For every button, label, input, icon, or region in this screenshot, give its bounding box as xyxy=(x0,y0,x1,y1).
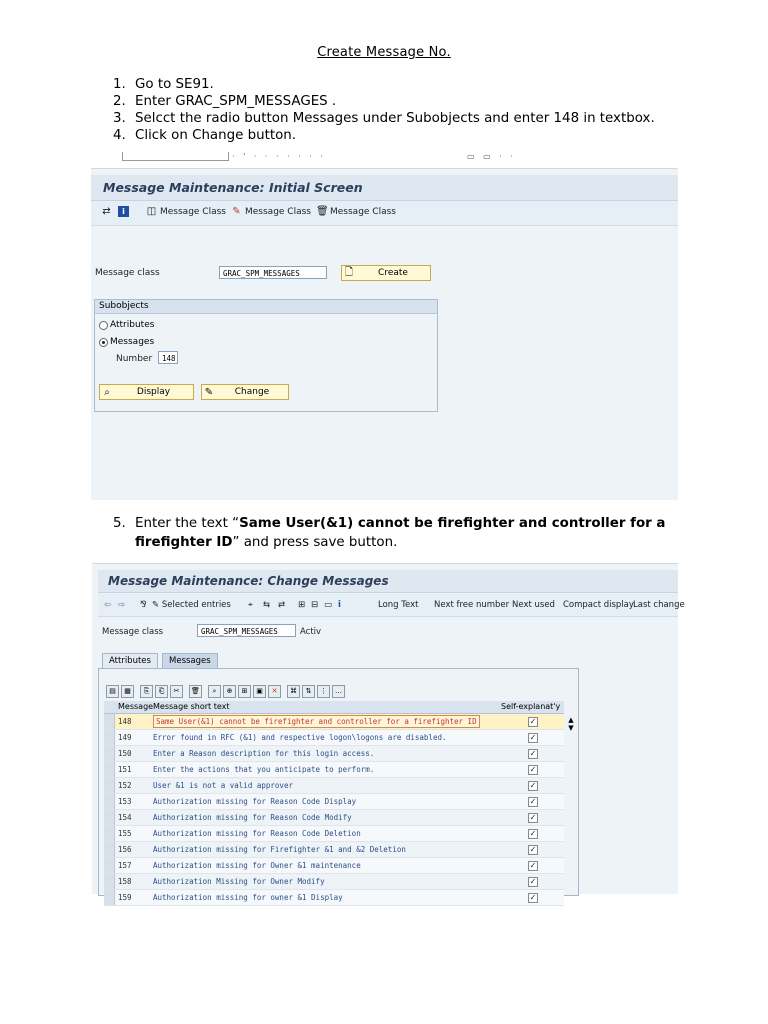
radio-label: Attributes xyxy=(110,320,155,330)
new-document-icon: 🗋 xyxy=(344,266,354,278)
row-selector[interactable] xyxy=(104,874,115,889)
table-toolbar xyxy=(106,685,345,699)
document-title: Create Message No. xyxy=(317,45,451,60)
radio-circle xyxy=(99,321,108,330)
message-class-input[interactable]: GRAC_SPM_MESSAGES xyxy=(219,266,327,279)
change-icon: ✎ xyxy=(232,206,241,217)
self-explanatory-checkbox[interactable]: ✓ xyxy=(529,861,537,870)
next-used-button[interactable]: Next used xyxy=(512,600,555,610)
subobjects-group xyxy=(94,299,438,412)
back-arrow-icon[interactable]: ⇦ xyxy=(104,600,112,610)
more-icon[interactable]: … xyxy=(332,685,345,698)
layout-icon[interactable]: ⊟ xyxy=(311,600,319,610)
row-selector[interactable] xyxy=(104,858,115,873)
table-row[interactable] xyxy=(104,858,564,874)
status-label: Activ xyxy=(300,627,322,637)
toolbar-label: Message Class xyxy=(330,206,396,217)
copy-icon[interactable]: ⎘ xyxy=(140,685,153,698)
attributes-radio[interactable] xyxy=(99,320,154,330)
table-row[interactable] xyxy=(104,842,564,858)
table-row[interactable] xyxy=(104,714,564,730)
next-free-number-button[interactable]: Next free number xyxy=(434,600,510,610)
step-item xyxy=(113,110,655,127)
message-number: 155 xyxy=(118,829,132,838)
table-row[interactable] xyxy=(104,746,564,762)
message-number: 156 xyxy=(118,845,132,854)
step-number: 3. xyxy=(113,111,126,126)
toolbar-label: Message Class xyxy=(245,206,311,217)
row-selector[interactable] xyxy=(104,762,115,777)
column-message[interactable]: Message xyxy=(118,702,154,711)
info-icon: i xyxy=(118,206,129,217)
other-object-button[interactable] xyxy=(101,206,112,217)
last-change-button[interactable]: Last change xyxy=(633,600,685,610)
message-short-text[interactable]: Authorization missing for Reason Code Display xyxy=(153,797,357,806)
self-explanatory-checkbox[interactable]: ✓ xyxy=(529,877,537,886)
application-toolbar xyxy=(91,201,678,226)
step-text-bold: Same User(&1) cannot be firefighter and controller for a firefighter ID xyxy=(135,516,666,550)
pencil-icon: ✎ xyxy=(152,600,160,610)
trash-icon[interactable]: 🗑 xyxy=(189,685,202,698)
message-number: 150 xyxy=(118,749,132,758)
tab-messages[interactable]: Messages xyxy=(162,653,218,669)
row-selector[interactable] xyxy=(104,778,115,793)
step-text-prefix: Enter the text “ xyxy=(135,516,240,531)
cropped-icons: ▭ ▭ · · xyxy=(467,152,516,161)
message-short-text[interactable]: Authorization missing for Firefighter &1 and &2 Deletion xyxy=(153,845,406,854)
self-explanatory-checkbox[interactable]: ✓ xyxy=(529,749,537,758)
self-explanatory-checkbox[interactable]: ✓ xyxy=(529,781,537,790)
select-all-icon[interactable]: ▦ xyxy=(121,685,134,698)
message-short-text[interactable]: Enter a Reason description for this login access. xyxy=(153,749,375,758)
message-number: 154 xyxy=(118,813,132,822)
trash-icon: 🗑 xyxy=(316,206,329,217)
screen-titlebar xyxy=(98,570,678,593)
delete-message-class-button[interactable] xyxy=(316,206,396,217)
change-message-class-button[interactable] xyxy=(231,206,311,217)
table-row[interactable] xyxy=(104,874,564,890)
cut-icon[interactable]: ✂ xyxy=(170,685,183,698)
delete-row-icon[interactable]: ✕ xyxy=(268,685,281,698)
message-class-field: GRAC_SPM_MESSAGES xyxy=(197,624,296,637)
table-header xyxy=(104,701,564,714)
selected-entries-button[interactable] xyxy=(152,600,231,610)
self-explanatory-checkbox[interactable]: ✓ xyxy=(529,845,537,854)
create-label: Create xyxy=(378,268,408,278)
table-row[interactable] xyxy=(104,890,564,906)
message-class-label: Message class xyxy=(102,627,164,637)
other-object-icon[interactable]: ⇆ xyxy=(263,600,271,610)
message-short-text[interactable]: Error found in RFC (&1) and respective logon\logons are disabled. xyxy=(153,733,447,742)
long-text-button[interactable]: Long Text xyxy=(378,600,419,610)
step-number: 4. xyxy=(113,128,126,143)
tab-attributes[interactable]: Attributes xyxy=(102,653,158,669)
screen-title: Message Maintenance: Change Messages xyxy=(108,574,389,588)
step-number: 1. xyxy=(113,77,126,92)
step-text: Selcct the radio button Messages under Subobjects and enter 148 in textbox. xyxy=(135,111,655,126)
message-class-label: Message class xyxy=(95,268,160,278)
find-icon[interactable]: ⌕ xyxy=(208,685,221,698)
step-item xyxy=(113,93,655,110)
messages-radio[interactable] xyxy=(99,337,154,347)
where-used-icon[interactable]: ⌖ xyxy=(248,600,253,610)
radio-circle-selected xyxy=(99,338,108,347)
scroll-down-icon[interactable]: ▼ xyxy=(568,724,574,732)
sort-icon[interactable]: ⇅ xyxy=(302,685,315,698)
message-number: 157 xyxy=(118,861,132,870)
screen-titlebar xyxy=(91,175,678,201)
self-explanatory-checkbox[interactable]: ✓ xyxy=(529,813,537,822)
step-number: 2. xyxy=(113,94,126,109)
self-explanatory-checkbox[interactable]: ✓ xyxy=(529,797,537,806)
radio-label: Messages xyxy=(110,337,155,347)
table-row[interactable] xyxy=(104,730,564,746)
message-number: 152 xyxy=(118,781,132,790)
forward-arrow-icon[interactable]: ⇨ xyxy=(118,600,126,610)
row-selector[interactable] xyxy=(104,730,115,745)
toolbar-label: Message Class xyxy=(160,206,226,217)
display-button[interactable] xyxy=(99,384,194,400)
screenshot-change-messages xyxy=(92,563,685,902)
step-text: Enter GRAC_SPM_MESSAGES . xyxy=(135,94,337,109)
step-item xyxy=(113,127,655,144)
toolbar-label: Selected entries xyxy=(161,600,231,610)
display-label: Display xyxy=(136,387,171,397)
row-selector[interactable] xyxy=(104,746,115,761)
select-block-icon[interactable]: ▣ xyxy=(253,685,266,698)
application-toolbar xyxy=(98,594,685,617)
screenshot-initial-screen xyxy=(91,168,678,500)
messages-table xyxy=(104,701,564,906)
message-number: 151 xyxy=(118,765,132,774)
scroll-up-icon[interactable]: ▲ xyxy=(568,716,574,724)
message-short-text[interactable]: Authorization missing for Reason Code Deletion xyxy=(153,829,361,838)
column-self-explanatory[interactable]: Self-explanat'y xyxy=(501,702,561,711)
self-explanatory-checkbox[interactable]: ✓ xyxy=(529,765,537,774)
insert-row-icon[interactable]: ⊕ xyxy=(223,685,236,698)
compact-display-button[interactable]: Compact display xyxy=(563,600,634,610)
append-row-icon[interactable]: ⊞ xyxy=(238,685,251,698)
pencil-icon: ✎ xyxy=(204,386,214,398)
table-scrollbar[interactable] xyxy=(566,716,576,876)
step-item xyxy=(113,76,655,93)
row-selector[interactable] xyxy=(104,826,115,841)
message-short-text[interactable]: Same User(&1) cannot be firefighter and controller for a firefighter ID xyxy=(153,715,480,728)
glasses-icon: ⌕ xyxy=(104,386,110,398)
step-number: 5. xyxy=(113,516,126,531)
exchange-icon[interactable]: ⇄ xyxy=(278,600,286,610)
display-message-class-button[interactable] xyxy=(146,206,226,217)
detail-icon[interactable]: ▤ xyxy=(106,685,119,698)
self-explanatory-checkbox[interactable]: ✓ xyxy=(529,829,537,838)
change-label: Change xyxy=(234,387,270,397)
number-label: Number xyxy=(116,354,153,364)
screen-icon[interactable]: ▭ xyxy=(324,600,333,610)
message-number: 148 xyxy=(118,717,132,726)
table-row[interactable] xyxy=(104,778,564,794)
display-icon: ◫ xyxy=(146,206,157,217)
message-short-text[interactable]: Authorization Missing for Owner Modify xyxy=(153,877,325,886)
paste-icon[interactable]: ⎗ xyxy=(155,685,168,698)
row-selector[interactable] xyxy=(104,842,115,857)
step-text-suffix: ” and press save button. xyxy=(232,535,398,550)
cropped-field xyxy=(122,152,229,161)
columns-icon[interactable]: ⋮ xyxy=(317,685,330,698)
column-short-text[interactable]: Message short text xyxy=(153,702,230,711)
self-explanatory-checkbox[interactable]: ✓ xyxy=(529,733,537,742)
message-short-text[interactable]: Authorization missing for owner &1 Display xyxy=(153,893,343,902)
step-5 xyxy=(113,514,693,552)
info-icon[interactable]: i xyxy=(338,600,341,610)
table-row[interactable] xyxy=(104,794,564,810)
subobjects-header: Subobjects xyxy=(95,300,437,314)
message-short-text[interactable]: Enter the actions that you anticipate to perform. xyxy=(153,765,375,774)
other-object-icon: ⇄ xyxy=(102,206,111,217)
hierarchy-icon[interactable]: ⊞ xyxy=(298,600,306,610)
change-button[interactable] xyxy=(201,384,289,400)
table-row[interactable] xyxy=(104,826,564,842)
steps-list xyxy=(113,76,655,144)
table-body xyxy=(104,714,564,906)
step-text: Go to SE91. xyxy=(135,77,214,92)
table-row[interactable] xyxy=(104,810,564,826)
row-selector[interactable] xyxy=(104,890,115,905)
step-text: Click on Change button. xyxy=(135,128,297,143)
number-input[interactable]: 148 xyxy=(158,351,178,364)
cropped-icons: · ' · · · · · · · xyxy=(232,152,326,161)
message-short-text[interactable]: User &1 is not a valid approver xyxy=(153,781,293,790)
create-button[interactable] xyxy=(341,265,431,281)
message-short-text[interactable]: Authorization missing for Reason Code Modify xyxy=(153,813,352,822)
step-text xyxy=(135,514,693,552)
find-next-icon[interactable]: ⌘ xyxy=(287,685,300,698)
self-explanatory-checkbox[interactable]: ✓ xyxy=(529,717,537,726)
row-selector[interactable] xyxy=(104,810,115,825)
table-row[interactable] xyxy=(104,762,564,778)
cropped-toolbar-strip xyxy=(92,150,678,162)
toggle-icon[interactable]: ⅋ xyxy=(140,600,147,610)
message-number: 149 xyxy=(118,733,132,742)
info-button[interactable] xyxy=(118,206,129,217)
message-number: 158 xyxy=(118,877,132,886)
row-selector[interactable] xyxy=(104,794,115,809)
screen-title: Message Maintenance: Initial Screen xyxy=(103,180,363,195)
message-number: 159 xyxy=(118,893,132,902)
message-short-text[interactable]: Authorization missing for Owner &1 maintenance xyxy=(153,861,361,870)
row-selector[interactable] xyxy=(104,714,115,729)
self-explanatory-checkbox[interactable]: ✓ xyxy=(529,893,537,902)
message-number: 153 xyxy=(118,797,132,806)
